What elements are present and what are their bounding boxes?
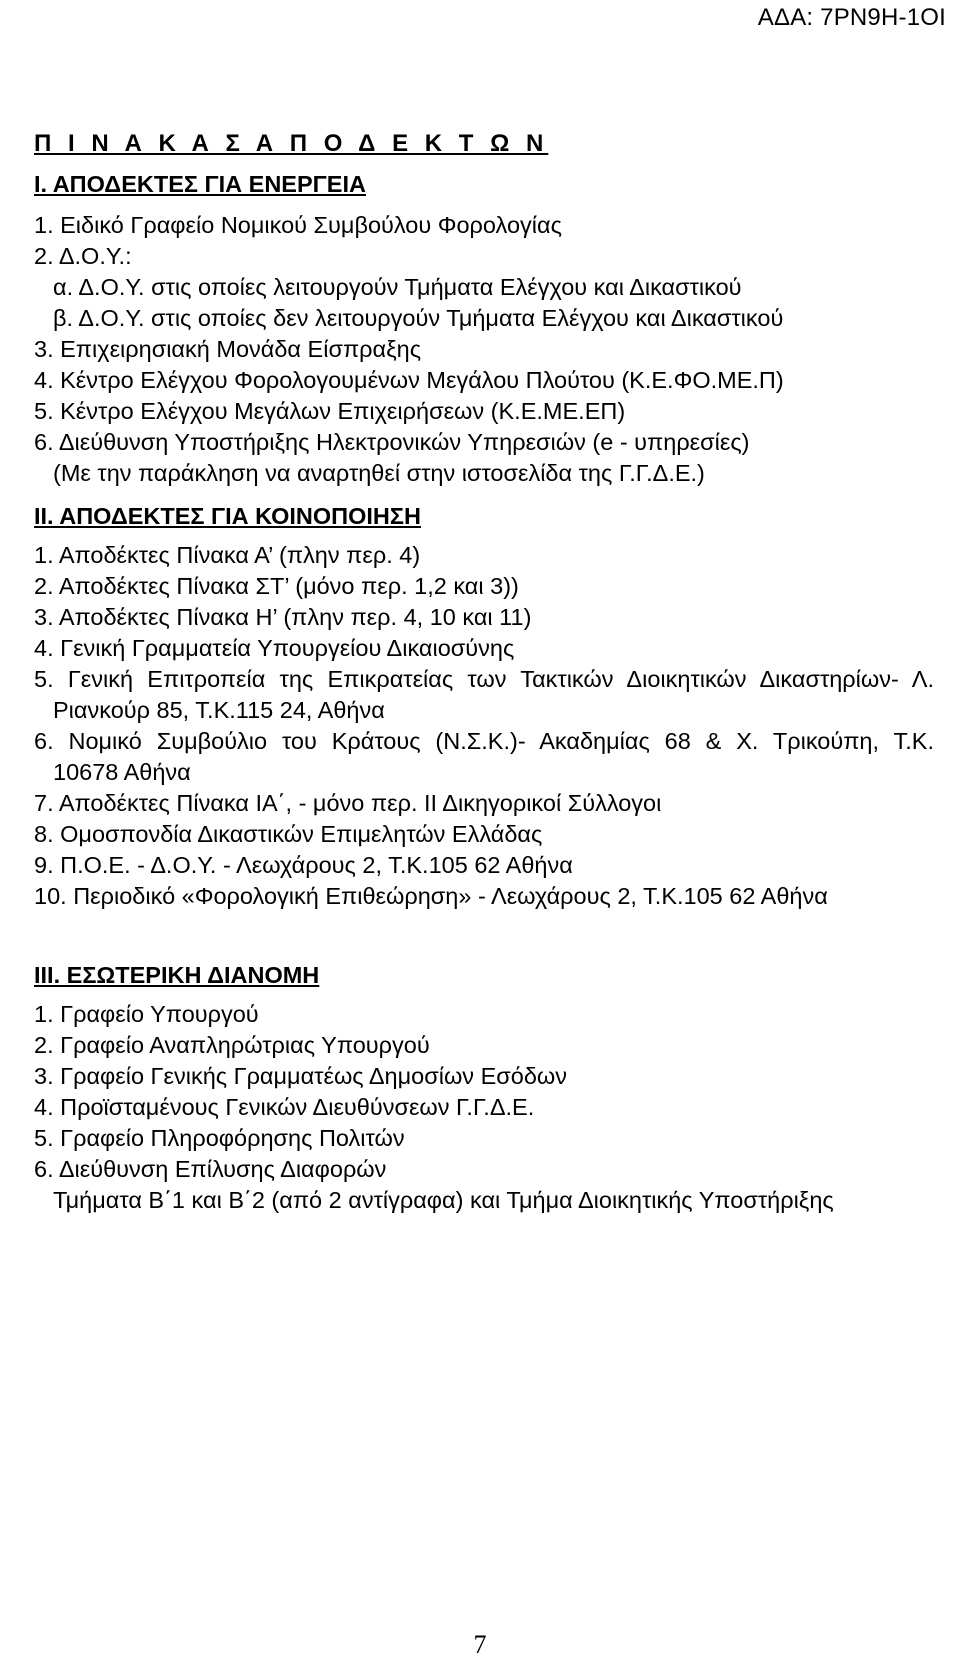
list-item: 3. Γραφείο Γενικής Γραμματέως Δημοσίων Εσόδων bbox=[34, 1063, 568, 1089]
list-item-continuation: (Με την παράκληση να αναρτηθεί στην ιστοσελίδα της Γ.Γ.Δ.Ε.) bbox=[53, 460, 705, 486]
list-item: 6. Διεύθυνση Υποστήριξης Ηλεκτρονικών Υπηρεσιών (e - υπηρεσίες) bbox=[34, 429, 750, 455]
list-item: 1. Γραφείο Υπουργού bbox=[34, 1001, 259, 1027]
list-item: 1. Αποδέκτες Πίνακα Α’ (πλην περ. 4) bbox=[34, 542, 421, 568]
list-item-continuation: Ριανκούρ 85, Τ.Κ.115 24, Αθήνα bbox=[53, 697, 385, 723]
list-item: 4. Γενική Γραμματεία Υπουργείου Δικαιοσύνης bbox=[34, 635, 515, 661]
list-item: 9. Π.Ο.Ε. - Δ.Ο.Υ. - Λεωχάρους 2, Τ.Κ.105 62 Αθήνα bbox=[34, 852, 573, 878]
page-number: 7 bbox=[473, 1630, 487, 1659]
list-item: 5. Κέντρο Ελέγχου Μεγάλων Επιχειρήσεων (Κ.Ε.ΜΕ.ΕΠ) bbox=[34, 398, 626, 424]
section-heading-action: Ι. ΑΠΟΔΕΚΤΕΣ ΓΙΑ ΕΝΕΡΓΕΙΑ bbox=[34, 171, 366, 197]
list-item-continuation: 10678 Αθήνα bbox=[53, 759, 191, 785]
list-item: 8. Ομοσπονδία Δικαστικών Επιμελητών Ελλάδας bbox=[34, 821, 543, 847]
list-subitem: β. Δ.Ο.Υ. στις οποίες δεν λειτουργούν Τμήματα Ελέγχου και Δικαστικού bbox=[53, 305, 784, 331]
list-item: 5. Γραφείο Πληροφόρησης Πολιτών bbox=[34, 1125, 405, 1151]
list-item: 5. Γενική Επιτροπεία της Επικρατείας των Τακτικών Διοικητικών Δικαστηρίων- Λ. bbox=[34, 666, 934, 692]
document-title: Π Ι Ν Α Κ Α Σ Α Π Ο Δ Ε Κ Τ Ω Ν bbox=[34, 130, 549, 157]
list-item: 1. Ειδικό Γραφείο Νομικού Συμβούλου Φορολογίας bbox=[34, 212, 562, 238]
section-heading-internal: ΙΙΙ. ΕΣΩΤΕΡΙΚΗ ΔΙΑΝΟΜΗ bbox=[34, 962, 320, 988]
list-item: 2. Αποδέκτες Πίνακα ΣΤ’ (μόνο περ. 1,2 και 3)) bbox=[34, 573, 519, 599]
list-item: 10. Περιοδικό «Φορολογική Επιθεώρηση» - Λεωχάρους 2, Τ.Κ.105 62 Αθήνα bbox=[34, 883, 828, 909]
list-item: 6. Νομικό Συμβούλιο του Κράτους (Ν.Σ.Κ.)- Ακαδημίας 68 & Χ. Τρικούπη, Τ.Κ. bbox=[34, 728, 934, 754]
list-item: 4. Προϊσταμένους Γενικών Διευθύνσεων Γ.Γ.Δ.Ε. bbox=[34, 1094, 535, 1120]
list-item: 6. Διεύθυνση Επίλυσης Διαφορών bbox=[34, 1156, 387, 1182]
list-item: 3. Επιχειρησιακή Μονάδα Είσπραξης bbox=[34, 336, 422, 362]
list-item-continuation: Τμήματα Β΄1 και Β΄2 (από 2 αντίγραφα) και Τμήμα Διοικητικής Υποστήριξης bbox=[53, 1187, 834, 1213]
list-item: 2. Γραφείο Αναπληρώτριας Υπουργού bbox=[34, 1032, 430, 1058]
section-heading-notification: ΙΙ. ΑΠΟΔΕΚΤΕΣ ΓΙΑ ΚΟΙΝΟΠΟΙΗΣΗ bbox=[34, 503, 421, 529]
list-item: 3. Αποδέκτες Πίνακα Η’ (πλην περ. 4, 10 και 11) bbox=[34, 604, 532, 630]
list-item: 4. Κέντρο Ελέγχου Φορολογουμένων Μεγάλου Πλούτου (Κ.Ε.ΦΟ.ΜΕ.Π) bbox=[34, 367, 784, 393]
list-subitem: α. Δ.Ο.Υ. στις οποίες λειτουργούν Τμήματα Ελέγχου και Δικαστικού bbox=[53, 274, 742, 300]
ada-code: ΑΔΑ: 7ΡΝ9Η-1ΟΙ bbox=[757, 4, 946, 31]
list-item: 7. Αποδέκτες Πίνακα ΙΑ΄, - μόνο περ. ΙΙ Δικηγορικοί Σύλλογοι bbox=[34, 790, 662, 816]
recipients-list bbox=[34, 128, 934, 1216]
list-item: 2. Δ.Ο.Υ.: bbox=[34, 243, 132, 269]
